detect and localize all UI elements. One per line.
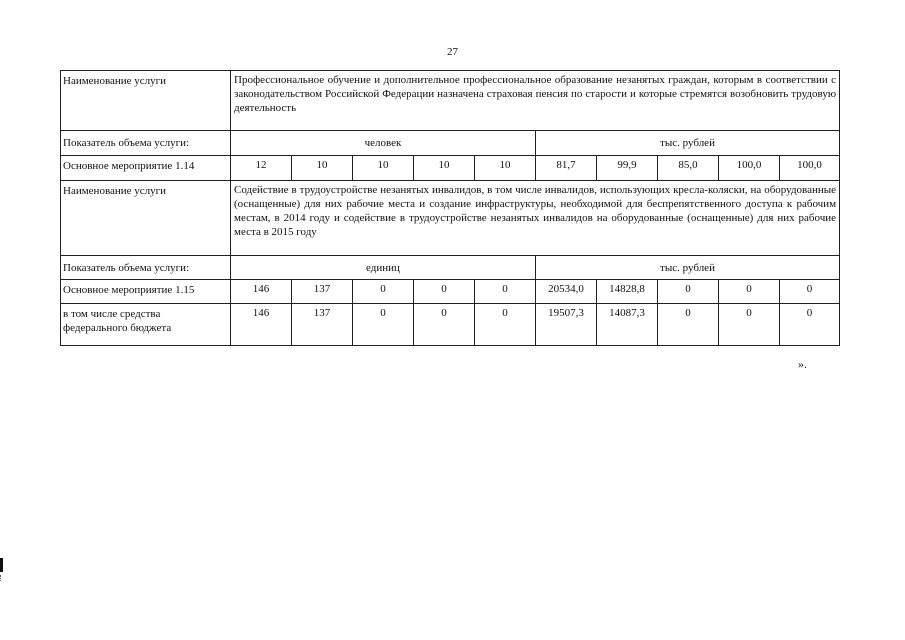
scan-edge-mark — [0, 558, 3, 572]
service-name-row — [61, 71, 840, 131]
value-cell: 0 — [414, 304, 475, 346]
measure-label: Основное мероприятие 1.14 — [61, 156, 231, 181]
value-cell: 10 — [292, 156, 353, 181]
value-cell: 0 — [353, 280, 414, 304]
closing-quote-mark: ». — [798, 357, 807, 371]
indicator-row — [61, 131, 840, 156]
value-cell: 137 — [292, 304, 353, 346]
value-cell: 20534,0 — [536, 280, 597, 304]
value-cell: 0 — [475, 280, 536, 304]
unit-people: человек — [231, 131, 536, 156]
value-cell: 146 — [231, 304, 292, 346]
measure-row — [61, 156, 840, 181]
value-cell: 100,0 — [719, 156, 780, 181]
service-name-label: Наименование услуги — [61, 181, 231, 256]
service-name-row — [61, 181, 840, 256]
federal-budget-label: в том числе средства федерального бюджета — [61, 304, 231, 346]
indicator-label: Показатель объема услуги: — [61, 131, 231, 156]
value-cell: 0 — [475, 304, 536, 346]
value-cell: 100,0 — [780, 156, 840, 181]
value-cell: 0 — [780, 280, 840, 304]
service-name-text: Содействие в трудоустройстве незанятых инвалидов, в том числе инвалидов, использующих кресла-коляски, на оборудованные (оснащенные) для них рабочие места и создание инфраструктуры, необходимой для беспрепятственного доступа к рабочим местам, в 2014 году и содействие в трудоустройстве незанятых инвалидов на оборудованные (оснащенные) для них рабочие места в 2015 году — [231, 181, 840, 256]
value-cell: 0 — [719, 304, 780, 346]
value-cell: 99,9 — [597, 156, 658, 181]
measure-label: Основное мероприятие 1.15 — [61, 280, 231, 304]
unit-thousand-rubles: тыс. рублей — [536, 256, 840, 280]
value-cell: 146 — [231, 280, 292, 304]
service-name-label: Наименование услуги — [61, 71, 231, 131]
value-cell: 10 — [353, 156, 414, 181]
value-cell: 0 — [353, 304, 414, 346]
value-cell: 85,0 — [658, 156, 719, 181]
value-cell: 137 — [292, 280, 353, 304]
measure-row — [61, 280, 840, 304]
value-cell: 10 — [414, 156, 475, 181]
indicator-label: Показатель объема услуги: — [61, 256, 231, 280]
unit-thousand-rubles: тыс. рублей — [536, 131, 840, 156]
indicator-row — [61, 256, 840, 280]
value-cell: 81,7 — [536, 156, 597, 181]
federal-budget-row — [61, 304, 840, 346]
value-cell: 0 — [719, 280, 780, 304]
page-number: 27 — [447, 46, 458, 58]
unit-units: единиц — [231, 256, 536, 280]
value-cell: 19507,3 — [536, 304, 597, 346]
value-cell: 0 — [658, 280, 719, 304]
value-cell: 0 — [414, 280, 475, 304]
service-name-text: Профессиональное обучение и дополнительное профессиональное образование незанятых граждан, которым в соответствии с законодательством Российской Федерации назначена страховая пенсия по старости и которые стремятся возобновить трудовую деятельность — [231, 71, 840, 131]
value-cell: 0 — [658, 304, 719, 346]
value-cell: 14087,3 — [597, 304, 658, 346]
value-cell: 12 — [231, 156, 292, 181]
value-cell: 10 — [475, 156, 536, 181]
services-table — [60, 70, 840, 346]
scan-edge-dots — [0, 575, 5, 581]
value-cell: 14828,8 — [597, 280, 658, 304]
value-cell: 0 — [780, 304, 840, 346]
